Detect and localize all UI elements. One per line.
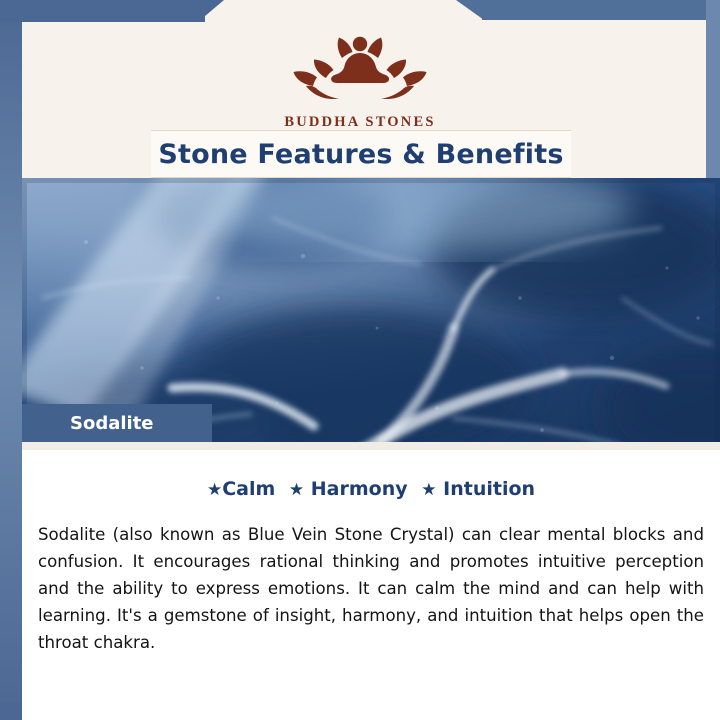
keyword-label-intuition: Intuition (443, 478, 536, 500)
stone-description: Sodalite (also known as Blue Vein Stone Crystal) can clear mental blocks and confusion. It encourages rational thinking and promotes intuitive perception and the ability to express emotions. It can calm the mind and can help with learning. It's a gemstone of insight, harmony, and intuition that helps open the throat chakra. (38, 525, 704, 652)
keyword-item-calm (207, 478, 275, 500)
keyword-label-harmony: Harmony (310, 478, 408, 500)
keyword-label-calm: Calm (222, 478, 276, 500)
page-title (151, 130, 571, 178)
star-icon: ★ (288, 480, 305, 500)
star-icon: ★ (206, 480, 223, 500)
page-title-text: Stone Features & Benefits (158, 138, 564, 170)
header (22, 22, 698, 178)
keyword-item-harmony (289, 478, 408, 500)
stone-name-text: Sodalite (70, 412, 154, 434)
brand-name: BUDDHA STONES (284, 114, 436, 130)
frame-top-right-border (482, 0, 720, 20)
frame-right-border (706, 0, 720, 182)
frame-corner-top-right (456, 0, 484, 20)
frame-corner-top-left (198, 0, 224, 22)
lotus-meditation-icon (280, 30, 440, 112)
brand-logo (22, 30, 698, 131)
stone-name-badge (22, 404, 212, 442)
frame-left-border (0, 0, 22, 720)
content-area (22, 450, 720, 702)
frame-bottom-border (0, 702, 720, 720)
frame-corner-bottom-left (0, 702, 22, 720)
keyword-list (22, 478, 720, 500)
star-icon: ★ (421, 480, 437, 500)
keyword-item-intuition (421, 478, 535, 500)
frame-top-left-border (0, 0, 205, 22)
